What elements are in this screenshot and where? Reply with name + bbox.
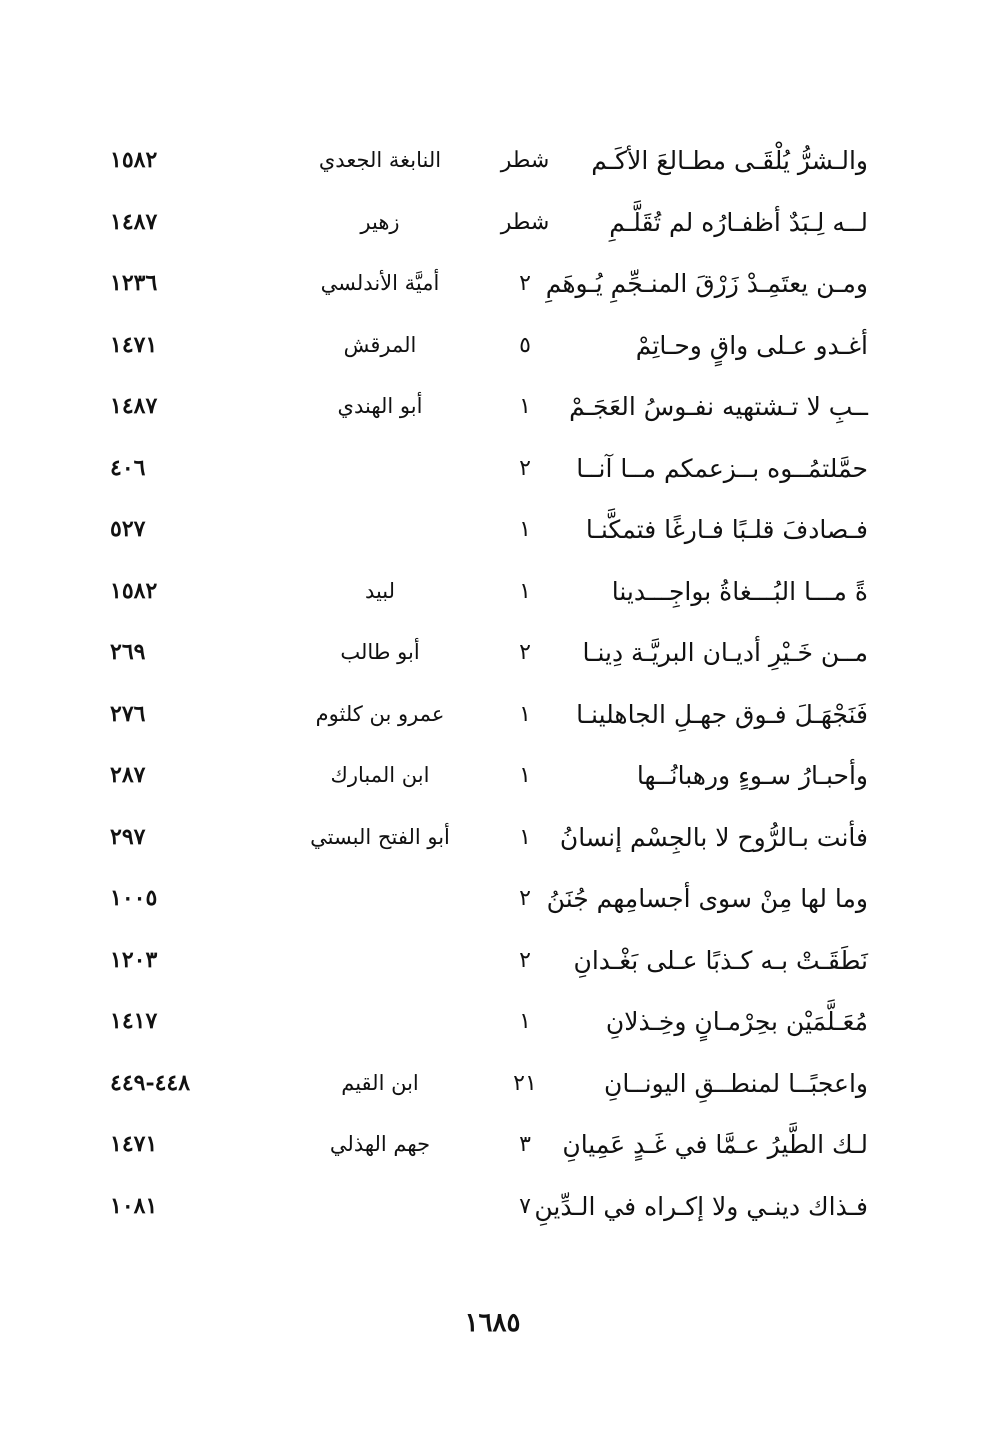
verse-fragment: ومـن يعتَمِـدْ زَرْقَ المنـجِّمِ يُـوهَمِ [545, 269, 868, 298]
poet-name [280, 438, 480, 500]
page-reference: ١٠٨١ [110, 1192, 158, 1219]
page-reference: ٥٢٧ [110, 516, 146, 542]
verse-fragment: فَنَجْهَـلَ فـوق جهـلِ الجاهلينـا [576, 699, 868, 729]
page-reference: ٢٩٧ [110, 823, 146, 850]
verse-count: ٣ [519, 1132, 531, 1157]
verse-fragment: ةً مـــا البُـــغاةُ بواجِـــدينا [611, 576, 868, 606]
verse-fragment: فأنت بـالرُّوح لا بالجِسْم إنسانُ [559, 822, 868, 852]
poet-name [280, 499, 480, 561]
index-row [110, 438, 880, 500]
verse-fragment: مــن خَـيْرِ أديـان البريَّـة دِينـا [582, 638, 868, 667]
index-row [110, 1114, 880, 1176]
poet-name: أميَّة الأندلسي [320, 271, 440, 295]
page-reference: ٤٠٦ [110, 454, 146, 481]
verse-count: ٢ [519, 947, 531, 973]
verse-fragment: فـذاك دينـي ولا إكـراه في الـدِّينِ [534, 1191, 868, 1221]
verse-fragment: ــبِ لا تـشتهيه نفـوسُ العَجَـمْ [569, 392, 868, 421]
verse-count: ١ [519, 824, 531, 850]
index-row [110, 745, 880, 807]
index-row [110, 684, 880, 746]
verse-count: ١ [519, 701, 531, 727]
index-row [110, 1176, 880, 1238]
verse-index-table [110, 130, 880, 1237]
page-reference: ٢٧٦ [110, 700, 146, 727]
verse-fragment: وأحبـارُ سـوءٍ ورهبانُــها [636, 761, 868, 790]
verse-fragment: لـك الطَّيرُ عـمَّا في غَـدٍ عَمِيانِ [562, 1130, 868, 1159]
verse-fragment: نَطَقَـتْ بـه كـذبًا عـلى بَغْـدانِ [573, 945, 868, 975]
page-number: ١٦٨٥ [464, 1308, 521, 1338]
verse-count: ٢ [519, 455, 531, 481]
poet-name: المرقش [343, 332, 417, 357]
index-row [110, 807, 880, 869]
poet-name: زهير [360, 209, 400, 234]
poet-name [280, 1176, 480, 1238]
verse-count: ١ [519, 394, 531, 419]
page-reference: ١٤٧١ [110, 1131, 158, 1157]
page-reference: ١٤١٧ [110, 1008, 158, 1034]
verse-count: ٧ [519, 1193, 531, 1219]
verse-fragment: أغـدو عـلى واقٍ وحـاتِمْ [635, 330, 868, 360]
poet-name: النابغة الجعدي [318, 148, 442, 172]
page-reference: ١٠٠٥ [110, 885, 158, 911]
verse-count: شطر [500, 209, 550, 235]
verse-count: ٢ [519, 271, 531, 296]
page-reference: ٢٦٩ [110, 639, 146, 665]
verse-count: ٥ [519, 332, 531, 358]
verse-count: ١ [519, 517, 531, 542]
index-row [110, 192, 880, 254]
verse-count: ٢ [519, 640, 531, 665]
verse-count: ١ [519, 763, 531, 788]
index-row [110, 930, 880, 992]
poet-name: لبيد [364, 578, 396, 603]
index-row [110, 376, 880, 438]
verse-fragment: وما لها مِنْ سوى أجسامِهم جُنَنُ [546, 884, 868, 913]
index-row [110, 130, 880, 192]
verse-fragment: لــه لِـبَدٌ أظفـارُه لم تُقَلَّـمِ [609, 207, 868, 237]
page-reference: ١٢٠٣ [110, 946, 158, 973]
verse-fragment: حمَّلتمُــوه بــزعمكم مــا آنــا [576, 453, 868, 483]
index-row [110, 868, 880, 930]
page-reference: ١٤٧١ [110, 331, 158, 358]
verse-count: ١ [519, 578, 531, 604]
poet-name: أبو الفتح البستي [310, 824, 450, 849]
index-row [110, 499, 880, 561]
poet-name: أبو طالب [340, 640, 420, 664]
verse-fragment: فـصادفَ قلـبًا فـارغًا فتمكَّنـا [585, 515, 868, 544]
index-row [110, 253, 880, 315]
page-reference: ١٤٨٧ [110, 393, 158, 419]
index-row [110, 991, 880, 1053]
index-row [110, 1053, 880, 1115]
page-reference: ٤٤٨-٤٤٩ [110, 1069, 191, 1096]
verse-fragment: واعجبًــا لمنطــقِ اليونــانِ [603, 1068, 868, 1098]
index-row [110, 622, 880, 684]
poet-name [280, 930, 480, 992]
verse-count: ١ [519, 1009, 531, 1034]
poet-name: ابن القيم [341, 1070, 419, 1095]
verse-fragment: والـشرُّ يُلْقَـى مطـالعَ الأكَـم [591, 146, 868, 175]
verse-fragment: مُعَـلَّمَيْن بحِرْمـانٍ وخِـذلانِ [605, 1007, 868, 1036]
poet-name: أبو الهندي [337, 394, 423, 418]
verse-count: ٢ [519, 886, 531, 911]
poet-name: ابن المبارك [330, 763, 430, 787]
page-reference: ١٥٨٢ [110, 147, 158, 173]
verse-count: شطر [500, 148, 550, 173]
index-row [110, 315, 880, 377]
poet-name: عمرو بن كلثوم [315, 701, 445, 726]
poet-name [280, 868, 480, 930]
page-reference: ٢٨٧ [110, 762, 146, 788]
poet-name [280, 991, 480, 1053]
page-reference: ١٢٣٦ [110, 270, 158, 296]
verse-count: ٢١ [513, 1070, 537, 1096]
poet-name: جهم الهذلي [329, 1132, 431, 1156]
page-reference: ١٥٨٢ [110, 577, 158, 604]
page-reference: ١٤٨٧ [110, 208, 158, 235]
index-row [110, 561, 880, 623]
